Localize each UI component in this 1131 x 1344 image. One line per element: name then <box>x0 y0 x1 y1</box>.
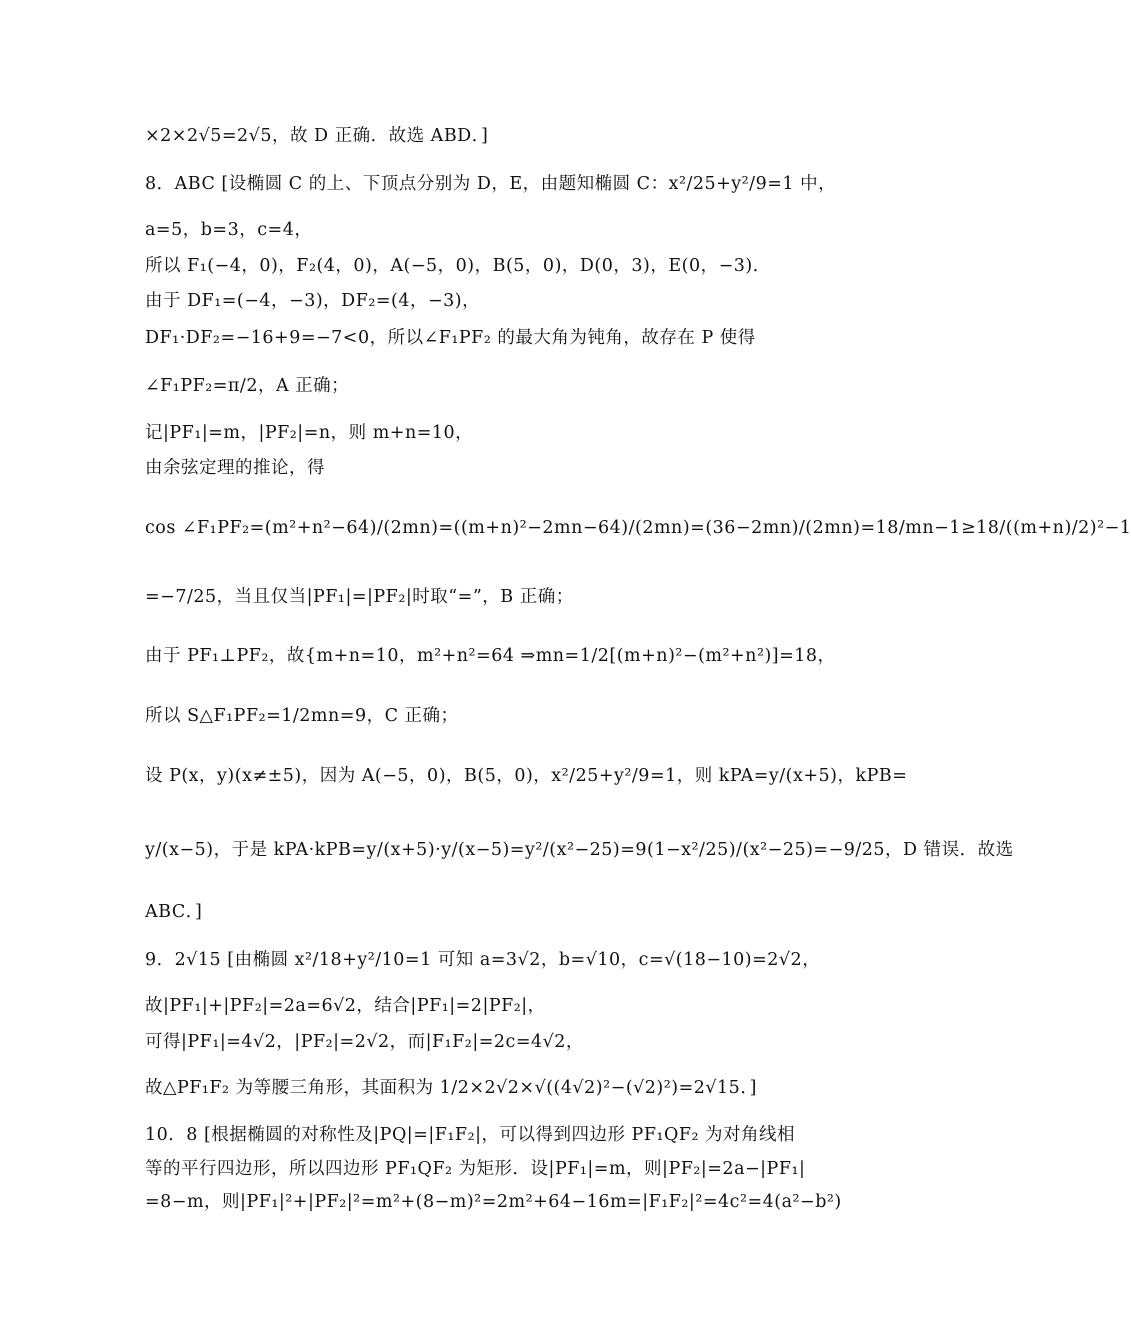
text-line-18: 故|PF₁|+|PF₂|=2a=6√2，结合|PF₁|=2|PF₂|， <box>145 996 546 1016</box>
text-line-15: y/(x−5)，于是 kPA·kPB=y/(x+5)·y/(x−5)=y²/(x²−25)=9(1−x²/25)/(x²−25)=−9/25，D 错误．故选 <box>145 840 1014 860</box>
text-line-1: ×2×2√5=2√5，故 D 正确．故选 ABD．] <box>145 126 489 146</box>
text-line-7: ∠F₁PF₂=π/2，A 正确； <box>145 376 350 396</box>
text-line-13: 所以 S△F₁PF₂=1/2mn=9，C 正确； <box>145 706 459 726</box>
text-line-16: ABC．] <box>145 902 203 922</box>
text-line-2: 8．ABC [设椭圆 C 的上、下顶点分别为 D，E，由题知椭圆 C：x²/25+y²/9=1 中， <box>145 174 837 194</box>
text-line-17: 9．2√15 [由椭圆 x²/18+y²/10=1 可知 a=3√2，b=√10，c=√(18−10)=2√2， <box>145 950 821 970</box>
text-line-3: a=5，b=3，c=4， <box>145 220 313 240</box>
text-line-23: =8−m，则|PF₁|²+|PF₂|²=m²+(8−m)²=2m²+64−16m=|F₁F₂|²=4c²=4(a²−b²) <box>145 1192 842 1212</box>
text-line-19: 可得|PF₁|=4√2，|PF₂|=2√2，而|F₁F₂|=2c=4√2， <box>145 1032 584 1052</box>
text-line-10: cos ∠F₁PF₂=(m²+n²−64)/(2mn)=((m+n)²−2mn−64)/(2mn)=(36−2mn)/(2mn)=18/mn−1≥18/((m+n)/2)²−1 <box>145 518 1131 538</box>
text-line-11: =−7/25，当且仅当|PF₁|=|PF₂|时取“=”，B 正确； <box>145 587 574 607</box>
text-line-14: 设 P(x，y)(x≠±5)，因为 A(−5，0)，B(5，0)，x²/25+y²/9=1，则 kPA=y/(x+5)，kPB= <box>145 766 908 786</box>
text-line-8: 记|PF₁|=m，|PF₂|=n，则 m+n=10， <box>145 423 474 443</box>
text-line-6: DF₁·DF₂=−16+9=−7<0，所以∠F₁PF₂ 的最大角为钝角，故存在 P 使得 <box>145 328 756 348</box>
text-line-21: 10．8 [根据椭圆的对称性及|PQ|=|F₁F₂|，可以得到四边形 PF₁QF₂ 为对角线相 <box>145 1125 796 1145</box>
text-line-4: 所以 F₁(−4，0)，F₂(4，0)，A(−5，0)，B(5，0)，D(0，3)，E(0，−3)． <box>145 256 771 276</box>
text-line-12: 由于 PF₁⊥PF₂，故{m+n=10，m²+n²=64 ⇒mn=1/2[(m+n)²−(m²+n²)]=18， <box>145 646 836 666</box>
text-line-22: 等的平行四边形，所以四边形 PF₁QF₂ 为矩形．设|PF₁|=m，则|PF₂|=2a−|PF₁| <box>145 1159 806 1179</box>
text-line-5: 由于 DF₁=(−4，−3)，DF₂=(4，−3)， <box>145 291 481 311</box>
text-line-9: 由余弦定理的推论，得 <box>145 458 325 478</box>
text-line-20: 故△PF₁F₂ 为等腰三角形，其面积为 1/2×2√2×√((4√2)²−(√2)²)=2√15．] <box>145 1078 757 1098</box>
